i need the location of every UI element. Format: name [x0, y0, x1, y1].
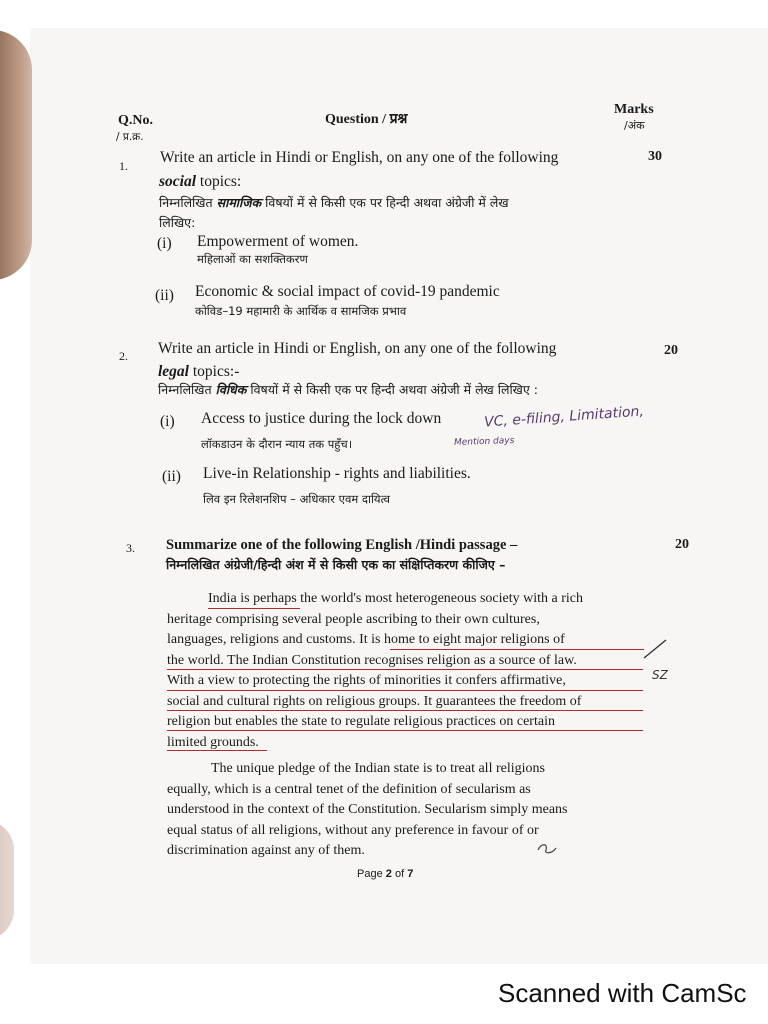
- q2-option-2-en: Live-in Relationship - rights and liabilities.: [203, 465, 471, 482]
- q1-keyword: social: [159, 173, 197, 190]
- q3-marks: 20: [675, 537, 689, 552]
- q1-hindi-keyword: सामाजिक: [216, 195, 262, 210]
- q2-text: Write an article in Hindi or English, on any one of the following: [158, 340, 557, 357]
- passage-line: The unique pledge of the Indian state is to treat all religions: [211, 761, 545, 776]
- passage-line: equal status of all religions, without any preference in favour of or: [167, 822, 539, 838]
- underline-mark: [167, 669, 643, 670]
- marks-header-hindi: /अंक: [624, 119, 645, 132]
- q2-hindi-keyword: विधिक: [215, 382, 247, 397]
- q1-option-1-label: (i): [157, 235, 172, 252]
- q2-text2: topics:-: [192, 363, 240, 380]
- passage-line: religion but enables the state to regulate religious practices on certain: [167, 714, 555, 729]
- q1-text: Write an article in Hindi or English, on any one of the following: [160, 149, 559, 166]
- underline-mark: [167, 690, 643, 691]
- underline-mark: [167, 730, 643, 731]
- passage-line: India is perhaps the world's most heterogeneous society with a rich: [208, 591, 583, 606]
- q3-number: 3.: [126, 541, 135, 555]
- q1-hindi-b: विषयों में से किसी एक पर हिन्दी अथवा अंग्रेजी में लेख: [265, 195, 509, 210]
- q1-hindi-c: लिखिए:: [159, 215, 196, 230]
- q2-hindi-b: विषयों में से किसी एक पर हिन्दी अथवा अंग्रेजी में लेख लिखिए :: [250, 382, 539, 397]
- qno-header-hindi: / प्र.क्र.: [116, 131, 144, 143]
- passage: [167, 589, 645, 862]
- q2-option-1-label: (i): [160, 413, 175, 430]
- passage-line: discrimination against any of them.: [167, 843, 365, 858]
- q3-title-hindi: निम्नलिखित अंग्रेजी/हिन्दी अंश में से किसी एक का संक्षिप्तिकरण कीजिए –: [166, 557, 506, 572]
- q1-hindi-a: निम्नलिखित: [159, 195, 213, 210]
- q1-marks: 30: [648, 149, 662, 164]
- q1-number: 1.: [119, 159, 128, 173]
- passage-line: equally, which is a central tenet of the definition of secularism as: [167, 781, 531, 797]
- page-prefix: Page: [357, 868, 383, 880]
- handwritten-note-2: Mention days: [453, 435, 515, 449]
- q2-keyword-line: [158, 363, 239, 381]
- underline-mark: [167, 710, 643, 711]
- page-footer: [357, 868, 413, 880]
- marks-header: Marks: [614, 102, 654, 117]
- q2-hindi-a: निम्नलिखित: [158, 382, 212, 397]
- q1-option-2-hi: कोविड–19 महामारी के आर्थिक व सामजिक प्रभाव: [195, 304, 407, 318]
- passage-line: social and cultural rights on religious groups. It guarantees the freedom of: [167, 693, 582, 709]
- passage-line: understood in the context of the Constitution. Secularism simply means: [167, 802, 568, 817]
- underline-mark: [167, 750, 267, 751]
- pen-scribble-mark: [534, 840, 564, 858]
- question-header: Question / प्रश्न: [325, 112, 408, 127]
- q2-option-1-hi: लॉकडाउन के दौरान न्याय तक पहुँच।: [201, 437, 353, 451]
- underline-mark: [208, 608, 300, 609]
- underline-mark: [390, 649, 644, 650]
- qno-header: Q.No.: [118, 113, 153, 128]
- q2-option-1-en: Access to justice during the lock down: [201, 410, 442, 427]
- thumb-finger: [0, 30, 32, 280]
- q2-option-2-label: (ii): [162, 468, 181, 485]
- page-number: 2: [385, 868, 392, 880]
- page-total: 7: [407, 868, 414, 880]
- page-of: of: [394, 868, 405, 880]
- passage-line: the world. The Indian Constitution recognises religion as a source of law.: [167, 652, 577, 668]
- passage-line: With a view to protecting the rights of minorities it confers affirmative,: [167, 673, 566, 688]
- finger-shadow: [0, 820, 14, 940]
- q3-title: Summarize one of the following English /Hindi passage –: [166, 537, 518, 553]
- q2-marks: 20: [664, 343, 678, 358]
- q1-option-2-label: (ii): [155, 287, 174, 304]
- handwritten-note-3: SZ: [652, 668, 668, 682]
- q1-text2: topics:: [199, 173, 242, 190]
- passage-line: heritage comprising several people ascribing to their own cultures,: [167, 611, 540, 627]
- q1-option-2-en: Economic & social impact of covid-19 pandemic: [195, 283, 500, 300]
- q1-option-1-en: Empowerment of women.: [197, 233, 359, 250]
- scanner-watermark: Scanned with CamSc: [498, 978, 747, 1008]
- q2-hindi-line: [158, 381, 538, 398]
- q1-keyword-line: [159, 173, 241, 191]
- handwritten-note-1: VC, e-filing, Limitation,: [483, 403, 645, 431]
- q2-option-2-hi: लिव इन रिलेशनशिप – अधिकार एवम दायित्व: [203, 492, 391, 506]
- q2-keyword: legal: [158, 363, 189, 380]
- passage-line: languages, religions and customs. It is home to eight major religions of: [167, 632, 565, 647]
- q1-hindi-line: [159, 194, 509, 211]
- q1-option-1-hi: महिलाओं का सशक्तिकरण: [197, 252, 308, 266]
- passage-line: limited grounds.: [167, 734, 259, 750]
- q2-number: 2.: [119, 349, 128, 363]
